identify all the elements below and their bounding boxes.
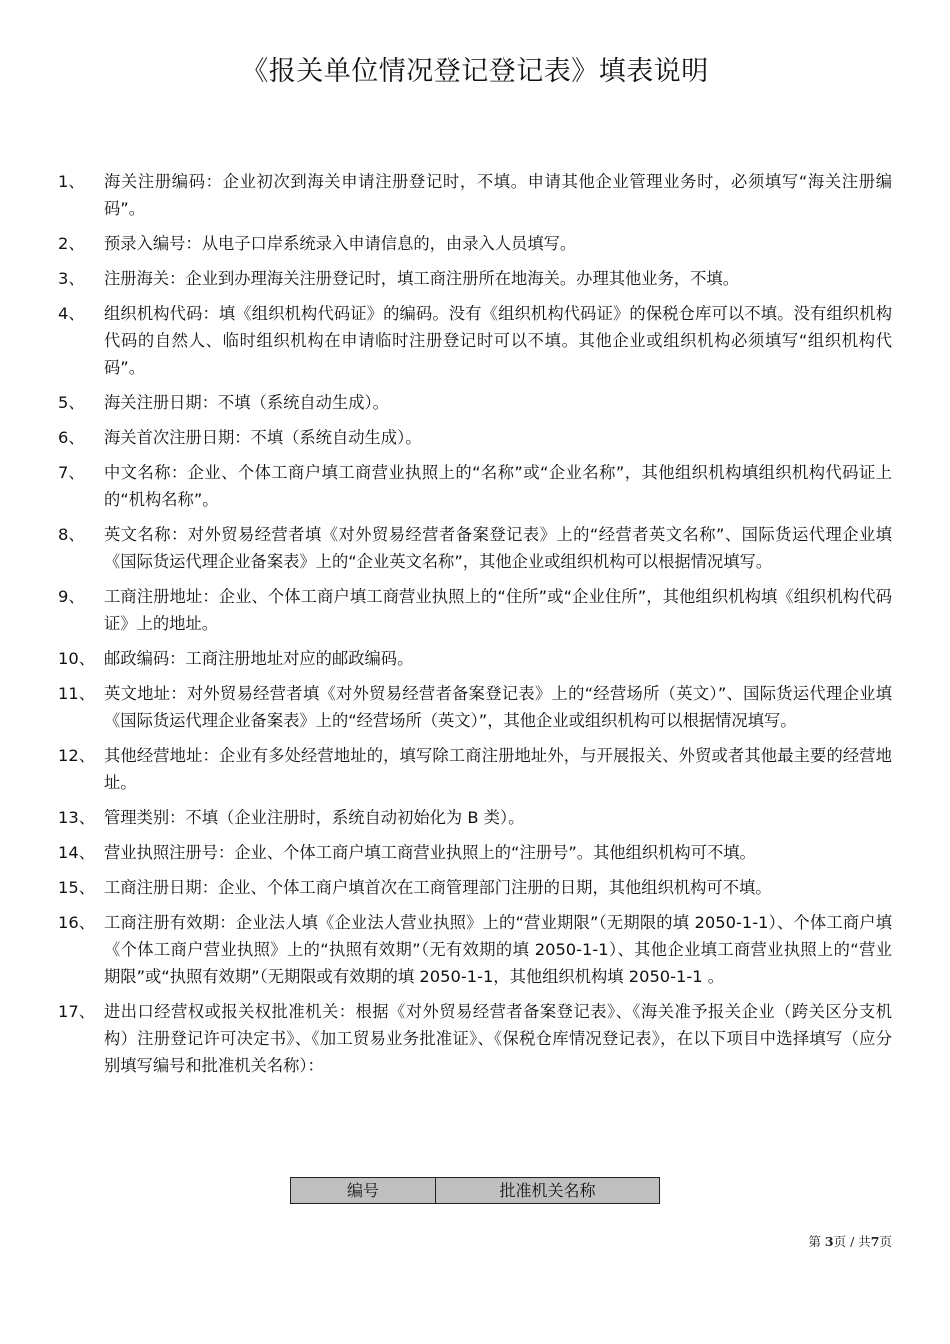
list-item: [0, 389, 950, 416]
item-number: 6、: [58, 428, 85, 447]
item-number: 2、: [58, 234, 85, 253]
item-number: 13、: [58, 808, 95, 827]
item-number: 9、: [58, 587, 85, 606]
item-number: 15、: [58, 878, 95, 897]
item-text: 工商注册地址：企业、个体工商户填工商营业执照上的“住所”或“企业住所”，其他组织机构填《组织机构代码证》上的地址。: [104, 587, 892, 633]
table-header-row: [291, 1178, 660, 1204]
footer-page-number: 3: [824, 1234, 834, 1249]
list-item: [0, 680, 950, 734]
footer-total-pages: 7: [870, 1234, 880, 1249]
list-item: [0, 998, 950, 1079]
list-item: [0, 839, 950, 866]
item-text: 其他经营地址：企业有多处经营地址的，填写除工商注册地址外，与开展报关、外贸或者其他最主要的经营地址。: [104, 746, 892, 792]
table-header-authority: 批准机关名称: [436, 1178, 660, 1204]
list-item: [0, 424, 950, 451]
item-text: 英文名称：对外贸易经营者填《对外贸易经营者备案登记表》上的“经营者英文名称”、国际货运代理企业填《国际货运代理企业备案表》上的“企业英文名称”，其他企业或组织机构可以根据情况填写。: [104, 525, 892, 571]
item-number: 7、: [58, 463, 85, 482]
page-title: 《报关单位情况登记登记表》填表说明: [241, 56, 709, 87]
item-text: 邮政编码：工商注册地址对应的邮政编码。: [104, 649, 414, 668]
footer-prefix: 第: [808, 1234, 825, 1249]
instruction-list: [0, 168, 950, 1087]
item-text: 营业执照注册号：企业、个体工商户填工商营业执照上的“注册号”。其他组织机构可不填。: [104, 843, 756, 862]
item-text: 海关注册日期：不填（系统自动生成）。: [104, 393, 389, 412]
item-number: 3、: [58, 269, 85, 288]
item-number: 10、: [58, 649, 95, 668]
approval-table: [290, 1177, 660, 1204]
item-text: 管理类别：不填（企业注册时，系统自动初始化为 B 类）。: [104, 808, 525, 827]
list-item: [0, 521, 950, 575]
item-number: 12、: [58, 746, 95, 765]
item-text: 进出口经营权或报关权批准机关：根据《对外贸易经营者备案登记表》、《海关准予报关企业（跨关区分支机构）注册登记许可决定书》、《加工贸易业务批准证》、《保税仓库情况登记表》，在以下项目中选择填写（应分别填写编号和批准机关名称）：: [104, 1002, 892, 1075]
list-item: [0, 645, 950, 672]
list-item: [0, 909, 950, 990]
item-number: 14、: [58, 843, 95, 862]
footer-middle: 页 / 共: [833, 1234, 871, 1249]
list-item: [0, 583, 950, 637]
list-item: [0, 265, 950, 292]
list-item: [0, 230, 950, 257]
list-item: [0, 300, 950, 381]
item-number: 11、: [58, 684, 95, 703]
page-footer: [808, 1232, 892, 1250]
item-text: 工商注册有效期：企业法人填《企业法人营业执照》上的“营业期限”（无期限的填 2050-1-1）、个体工商户填《个体工商户营业执照》上的“执照有效期”（无有效期的填 2050-1-1）、其他企业填工商营业执照上的“营业期限”或“执照有效期”（无期限或有效期的填 2050-1-1，其他组织机构填 2050-1-1 。: [104, 913, 892, 986]
table-header-number: 编号: [291, 1178, 436, 1204]
item-number: 4、: [58, 304, 85, 323]
item-text: 工商注册日期：企业、个体工商户填首次在工商管理部门注册的日期，其他组织机构可不填。: [104, 878, 772, 897]
item-text: 海关注册编码：企业初次到海关申请注册登记时，不填。申请其他企业管理业务时，必须填写“海关注册编码”。: [104, 172, 892, 218]
item-text: 海关首次注册日期：不填（系统自动生成）。: [104, 428, 422, 447]
item-text: 组织机构代码：填《组织机构代码证》的编码。没有《组织机构代码证》的保税仓库可以不填。没有组织机构代码的自然人、临时组织机构在申请临时注册登记时可以不填。其他企业或组织机构必须填写“组织机构代码”。: [104, 304, 892, 377]
item-text: 英文地址：对外贸易经营者填《对外贸易经营者备案登记表》上的“经营场所（英文）”、国际货运代理企业填《国际货运代理企业备案表》上的“经营场所（英文）”，其他企业或组织机构可以根据情况填写。: [104, 684, 892, 730]
list-item: [0, 459, 950, 513]
list-item: [0, 874, 950, 901]
item-number: 1、: [58, 172, 85, 191]
item-number: 16、: [58, 913, 95, 932]
item-number: 8、: [58, 525, 85, 544]
item-number: 5、: [58, 393, 85, 412]
list-item: [0, 168, 950, 222]
item-number: 17、: [58, 1002, 95, 1021]
item-text: 注册海关：企业到办理海关注册登记时，填工商注册所在地海关。办理其他业务，不填。: [104, 269, 739, 288]
list-item: [0, 742, 950, 796]
item-text: 预录入编号：从电子口岸系统录入申请信息的，由录入人员填写。: [104, 234, 577, 253]
list-item: [0, 804, 950, 831]
item-text: 中文名称：企业、个体工商户填工商营业执照上的“名称”或“企业名称”，其他组织机构填组织机构代码证上的“机构名称”。: [104, 463, 892, 509]
footer-suffix: 页: [879, 1234, 892, 1249]
